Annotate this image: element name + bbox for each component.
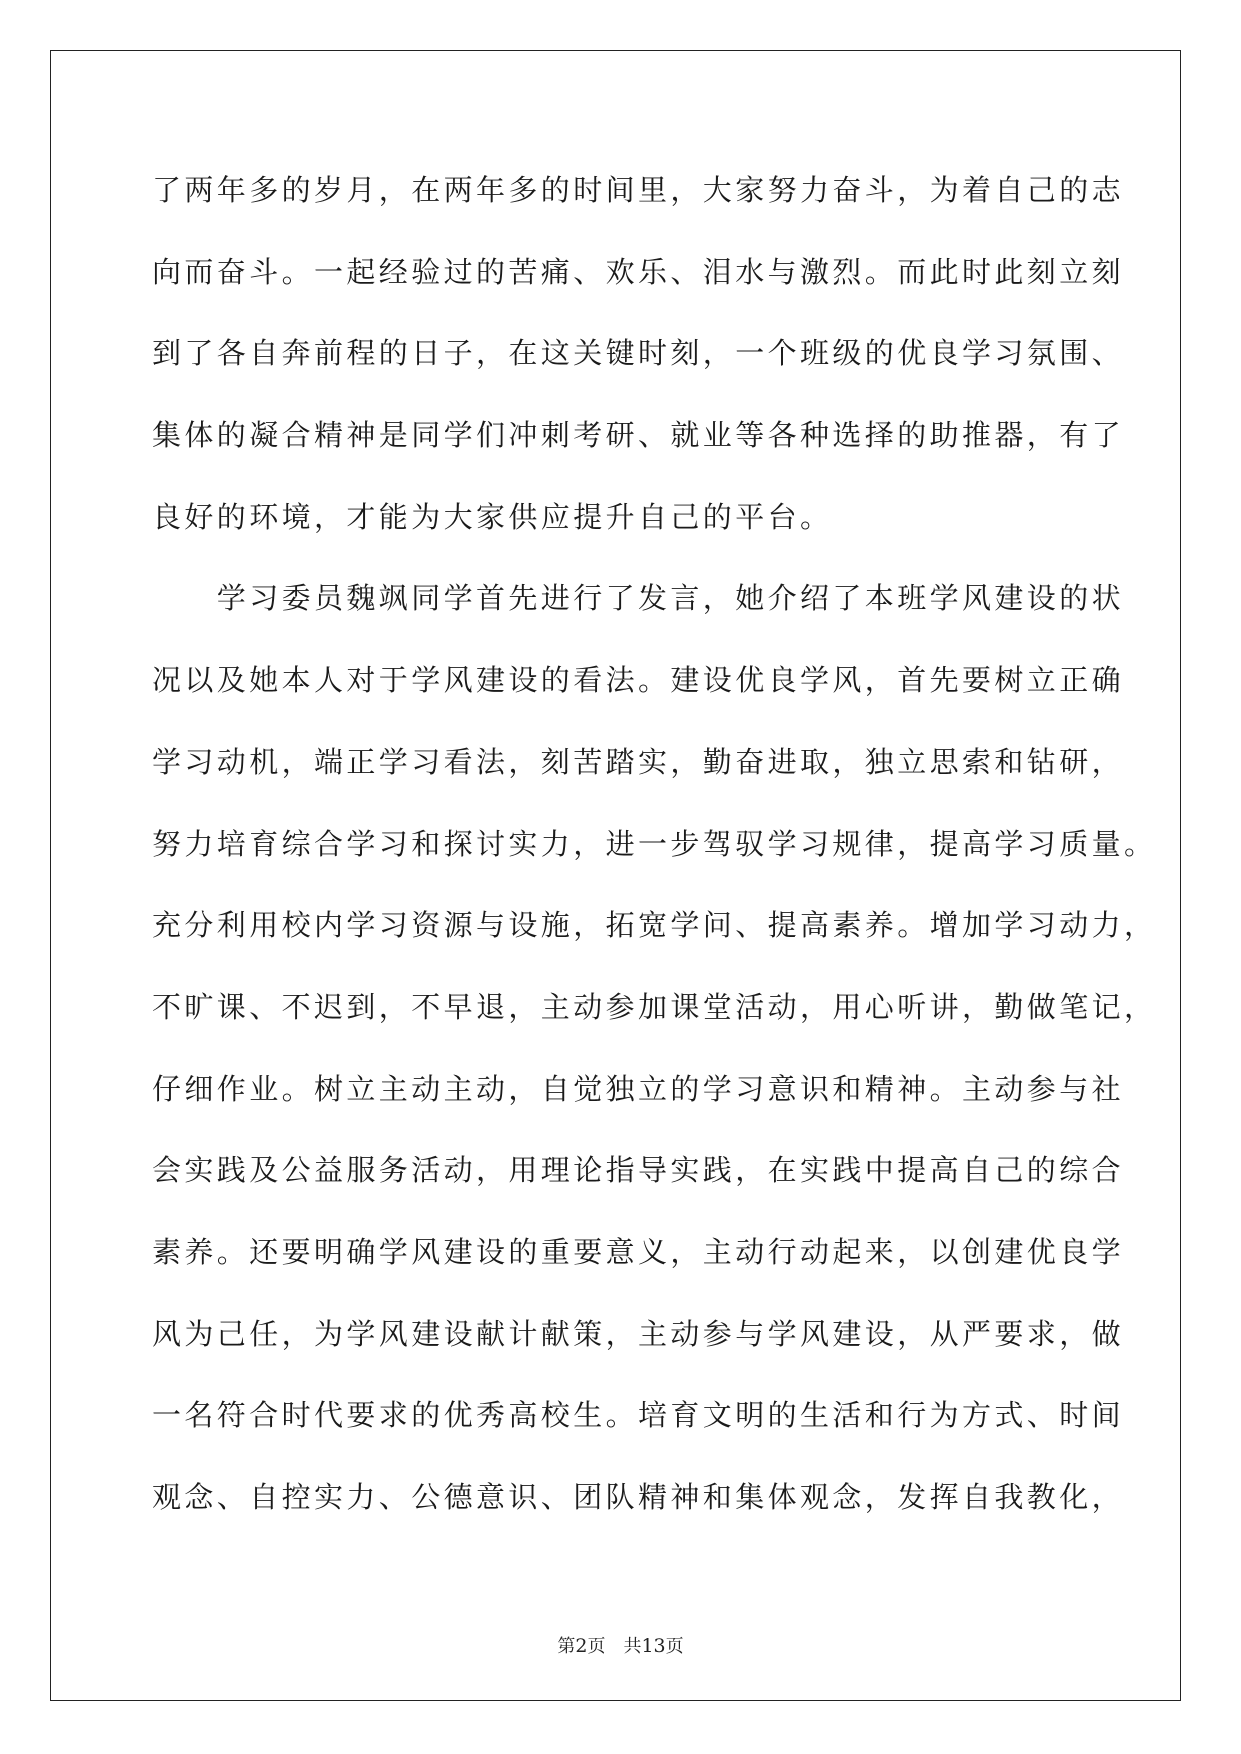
page-total: 13 <box>641 1635 666 1657</box>
page-prefix: 第 <box>557 1636 576 1657</box>
body-text <box>152 160 1157 1549</box>
text-line: 到了各自奔前程的日子，在这关键时刻，一个班级的优良学习氛围、 <box>152 336 1125 371</box>
text-line: 一名符合时代要求的优秀高校生。培育文明的生活和行为方式、时间 <box>152 1398 1125 1433</box>
text-line: 向而奋斗。一起经验过的苦痛、欢乐、泪水与激烈。而此时此刻立刻 <box>152 254 1125 289</box>
page-current: 2 <box>575 1635 588 1657</box>
text-line: 集体的凝合精神是同学们冲刺考研、就业等各种选择的助推器，有了 <box>152 418 1125 453</box>
text-line: 观念、自控实力、公德意识、团队精神和集体观念，发挥自我教化， <box>152 1480 1125 1514</box>
text-line: 学习动机，端正学习看法，刻苦踏实，勤奋进取，独立思索和钻研， <box>152 744 1125 779</box>
text-line: 仔细作业。树立主动主动，自觉独立的学习意识和精神。主动参与社 <box>152 1071 1125 1106</box>
text-line: 况以及她本人对于学风建设的看法。建设优良学风，首先要树立正确 <box>152 663 1125 698</box>
text-line: 充分利用校内学习资源与设施，拓宽学问、提高素养。增加学习动力， <box>152 908 1157 943</box>
page-unit: 页 <box>587 1636 606 1657</box>
text-line: 努力培育综合学习和探讨实力，进一步驾驭学习规律，提高学习质量。 <box>152 826 1157 861</box>
total-prefix: 共 <box>623 1636 642 1657</box>
text-line: 不旷课、不迟到，不早退，主动参加课堂活动，用心听讲，勤做笔记， <box>152 989 1157 1024</box>
text-line: 良好的环境，才能为大家供应提升自己的平台。 <box>152 499 833 534</box>
total-unit: 页 <box>665 1636 684 1657</box>
text-line: 素养。还要明确学风建设的重要意义，主动行动起来，以创建优良学 <box>152 1234 1125 1269</box>
text-line: 会实践及公益服务活动，用理论指导实践，在实践中提高自己的综合 <box>152 1153 1125 1188</box>
text-line: 了两年多的岁月，在两年多的时间里，大家努力奋斗，为着自己的志 <box>152 173 1125 207</box>
text-line: 风为己任，为学风建设献计献策，主动参与学风建设，从严要求，做 <box>152 1316 1125 1351</box>
text-line: 学习委员魏飒同学首先进行了发言，她介绍了本班学风建设的状 <box>152 581 1125 616</box>
page-footer <box>0 1632 1241 1658</box>
